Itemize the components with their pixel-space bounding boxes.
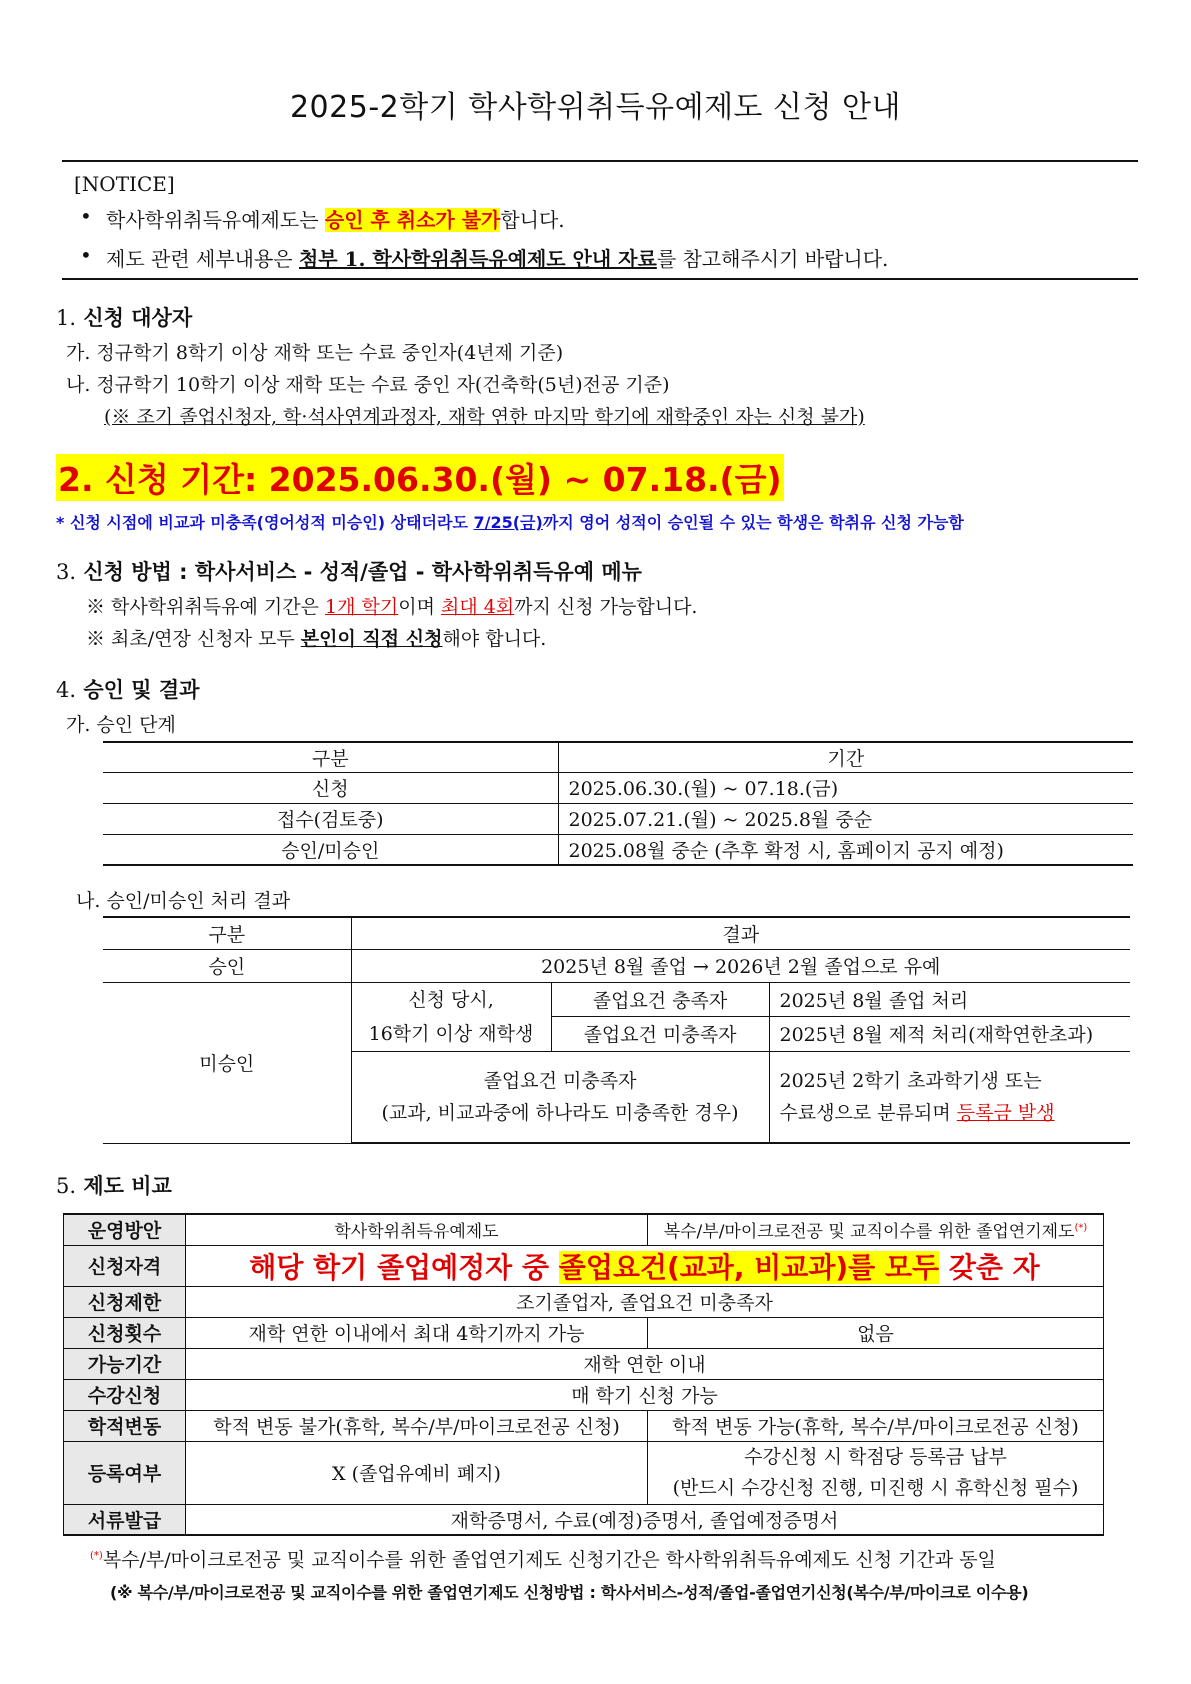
- table-header-row: [103, 742, 1133, 772]
- notice-header: [NOTICE]: [74, 172, 175, 196]
- application-period-note: * 신청 시점에 비교과 미충족(영어성적 미승인) 상태더라도 7/25(금)까지 영어 성적이 승인될 수 있는 학생은 학취유 신청 가능함: [56, 513, 964, 532]
- table-header-row: [103, 917, 1130, 949]
- table-row: 학적변동 학적 변동 불가(휴학, 복수/부/마이크로전공 신청) 학적 변동 가능(휴학, 복수/부/마이크로전공 신청): [64, 1410, 1104, 1441]
- table-row: 신청 2025.06.30.(월) ~ 07.18.(금): [103, 772, 1133, 803]
- table-row: 가능기간 재학 연한 이내: [64, 1348, 1104, 1379]
- page-title: 2025-2학기 학사학위취득유예제도 신청 안내: [289, 90, 902, 125]
- application-method-note: (※ 복수/부/마이크로전공 및 교직이수를 위한 졸업연기제도 신청방법 : 학사서비스-성적/졸업-졸업연기신청(복수/부/마이크로 이수용): [110, 1583, 1029, 1602]
- table-header: 구분: [103, 917, 351, 949]
- section-1-note: (※ 조기 졸업신청자, 학·석사연계과정자, 재학 연한 마지막 학기에 재학중인 자는 신청 불가): [104, 406, 865, 428]
- system-comparison-table: [63, 1213, 1104, 1536]
- table-row: 졸업요건 미충족자 (교과, 비교과중에 하나라도 미충족한 경우) 2025년 2학기 초과학기생 또는 수료생으로 분류되며 등록금 발생: [103, 1051, 1130, 1143]
- table-row: 서류발급 재학증명서, 수료(예정)증명서, 졸업예정증명서: [64, 1504, 1104, 1535]
- attachment-reference: 첨부 1. 학사학위취득유예제도 안내 자료: [298, 247, 657, 271]
- approval-result-table: [103, 916, 1130, 1144]
- section-1-heading: 1. 신청 대상자: [56, 306, 193, 330]
- section-1-item-b: 나. 정규학기 10학기 이상 재학 또는 수료 중인 자(건축학(5년)전공 기준): [66, 374, 670, 396]
- notice-box: [62, 160, 1138, 280]
- section-4-item-a: 가. 승인 단계: [66, 714, 176, 736]
- table-row: 신청제한 조기졸업자, 졸업요건 미충족자: [64, 1286, 1104, 1317]
- section-3-heading: 3. 신청 방법 : 학사서비스 - 성적/졸업 - 학사학위취득유예 메뉴: [56, 560, 642, 584]
- table-row: 승인 2025년 8월 졸업 → 2026년 2월 졸업으로 유예: [103, 949, 1130, 982]
- section-3-note-1: ※ 학사학위취득유예 기간은 1개 학기이며 최대 4회까지 신청 가능합니다.: [86, 596, 698, 618]
- section-4-heading: 4. 승인 및 결과: [56, 678, 200, 702]
- table-row: 승인/미승인 2025.08월 중순 (추후 확정 시, 홈페이지 공지 예정): [103, 834, 1133, 865]
- table-header-row: 운영방안 학사학위취득유예제도 복수/부/마이크로전공 및 교직이수를 위한 졸업연기제도(*): [64, 1214, 1104, 1245]
- table-header: 결과: [351, 917, 1130, 949]
- table-row: 미승인 신청 당시, 16학기 이상 재학생 졸업요건 충족자 2025년 8월 졸업 처리: [103, 982, 1130, 1017]
- application-period: 2. 신청 기간: 2025.06.30.(월) ~ 07.18.(금): [56, 454, 784, 501]
- approval-stage-table: [103, 741, 1133, 866]
- table-row: 신청횟수 재학 연한 이내에서 최대 4학기까지 가능 없음: [64, 1317, 1104, 1348]
- group-unmet-requirements: 졸업요건 미충족자 (교과, 비교과중에 하나라도 미충족한 경우): [351, 1051, 769, 1143]
- group-16-semester: 신청 당시, 16학기 이상 재학생: [351, 982, 551, 1051]
- eligibility-cell: 해당 학기 졸업예정자 중 졸업요건(교과, 비교과)를 모두 갖춘 자: [186, 1245, 1104, 1286]
- section-5-heading: 5. 제도 비교: [56, 1174, 172, 1198]
- notice-highlight: 승인 후 취소가 불가: [324, 208, 501, 232]
- table-header: 기간: [558, 742, 1133, 772]
- table-row: 졸업요건 미충족자 2025년 8월 제적 처리(재학연한초과): [103, 1017, 1130, 1052]
- section-4-item-b: 나. 승인/미승인 처리 결과: [76, 890, 291, 912]
- section-3-note-2: ※ 최초/연장 신청자 모두 본인이 직접 신청해야 합니다.: [86, 628, 547, 650]
- table-row: 등록여부 X (졸업유예비 폐지) 수강신청 시 학점당 등록금 납부 (반드시 수강신청 진행, 미진행 시 휴학신청 필수): [64, 1441, 1104, 1504]
- notice-list: [72, 204, 1128, 272]
- table-row: 수강신청 매 학기 신청 가능: [64, 1379, 1104, 1410]
- notice-item-attachment: • 제도 관련 세부내용은 첨부 1. 학사학위취득유예제도 안내 자료를 참고해주시기 바랍니다.: [72, 243, 1128, 272]
- section-1-item-a: 가. 정규학기 8학기 이상 재학 또는 수료 중인자(4년제 기준): [66, 342, 564, 364]
- table-header: 구분: [103, 742, 558, 772]
- footnote: (*)복수/부/마이크로전공 및 교직이수를 위한 졸업연기제도 신청기간은 학사학위취득유예제도 신청 기간과 동일: [90, 1549, 996, 1571]
- table-row: 접수(검토중) 2025.07.21.(월) ~ 2025.8월 중순: [103, 803, 1133, 834]
- table-row: 신청자격 해당 학기 졸업예정자 중 졸업요건(교과, 비교과)를 모두 갖춘 자: [64, 1245, 1104, 1286]
- notice-item-cancel: • 학사학위취득유예제도는 승인 후 취소가 불가합니다.: [72, 204, 1128, 233]
